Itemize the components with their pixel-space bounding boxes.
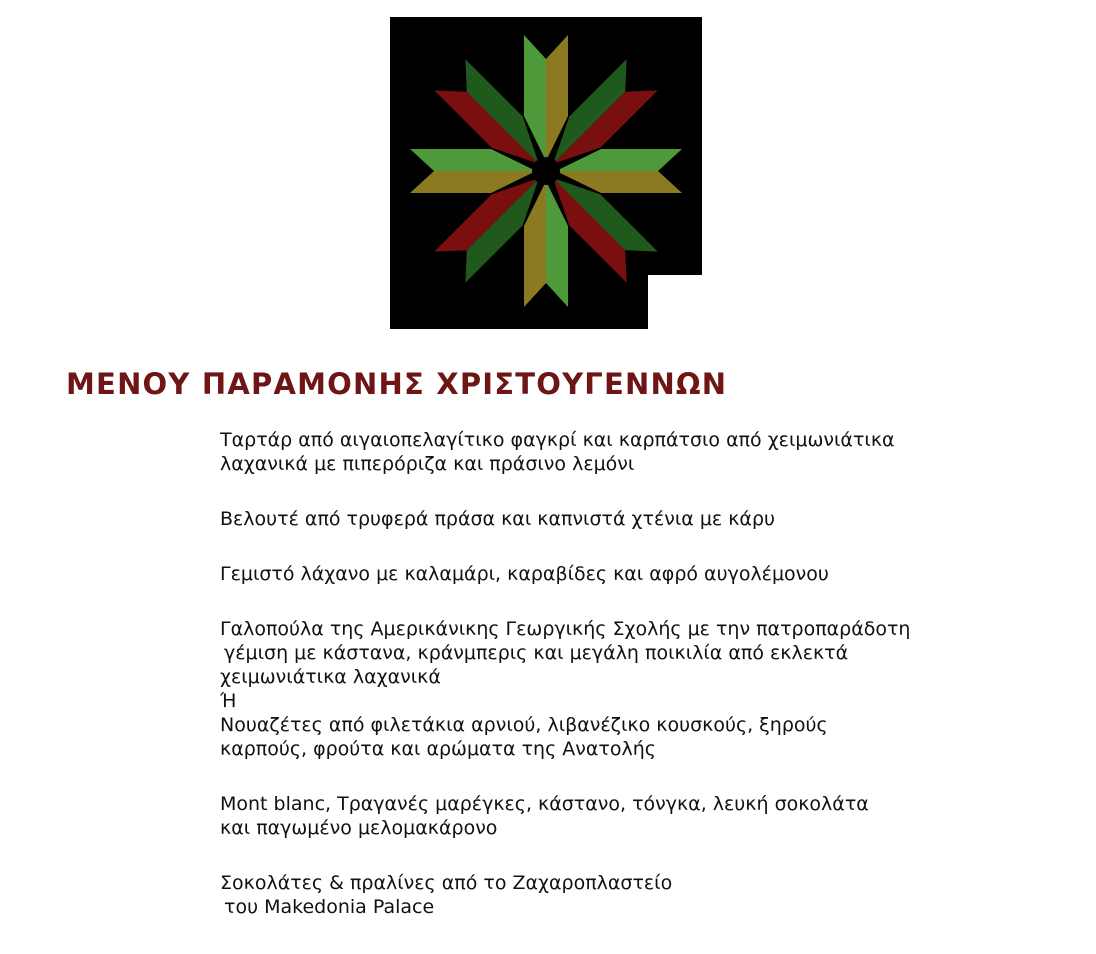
menu-line-or: Ή (220, 690, 237, 712)
star-logo (390, 17, 702, 329)
menu-line: γέμιση με κάστανα, κράνμπερις και μεγάλη ποικιλία από εκλεκτά (224, 642, 849, 664)
menu-course-soup (220, 507, 1080, 531)
menu-line: Ταρτάρ από αιγαιοπελαγίτικο φαγκρί και καρπάτσιο από χειμωνιάτικα (220, 429, 895, 451)
menu-course-main (220, 617, 1080, 761)
menu-line: και παγωμένο μελομακάρονο (220, 817, 498, 839)
menu-line: Γαλοπούλα της Αμερικάνικης Γεωργικής Σχολής με την πατροπαράδοτη (220, 618, 911, 640)
menu-list (220, 428, 1080, 919)
menu-course-appetizer (220, 562, 1080, 586)
menu-course-dessert (220, 792, 1080, 840)
star-center (532, 157, 560, 185)
menu-line: Βελουτέ από τρυφερά πράσα και καπνιστά χτένια με κάρυ (220, 508, 775, 530)
menu-line: του Makedonia Palace (224, 896, 435, 918)
menu-course-sweets (220, 871, 1080, 919)
menu-line: Σοκολάτες & πραλίνες από το Ζαχαροπλαστείο (220, 872, 673, 894)
menu-course-starter (220, 428, 1080, 476)
menu-line: καρπούς, φρούτα και αρώματα της Ανατολής (220, 738, 656, 760)
page-title: ΜΕΝΟΥ ΠΑΡΑΜΟΝΗΣ ΧΡΙΣΤΟΥΓΕΝΝΩΝ (66, 367, 728, 401)
menu-line: χειμωνιάτικα λαχανικά (220, 666, 441, 688)
menu-line: λαχανικά με πιπερόριζα και πράσινο λεμόνι (220, 453, 635, 475)
menu-line: Νουαζέτες από φιλετάκια αρνιού, λιβανέζικο κουσκούς, ξηρούς (220, 714, 828, 736)
menu-line: Mont blanc, Τραγανές μαρέγκες, κάστανο, τόνγκα, λευκή σοκολάτα (220, 793, 869, 815)
menu-line: Γεμιστό λάχανο με καλαμάρι, καραβίδες και αφρό αυγολέμονου (220, 563, 829, 585)
star-logo-icon (390, 17, 702, 329)
